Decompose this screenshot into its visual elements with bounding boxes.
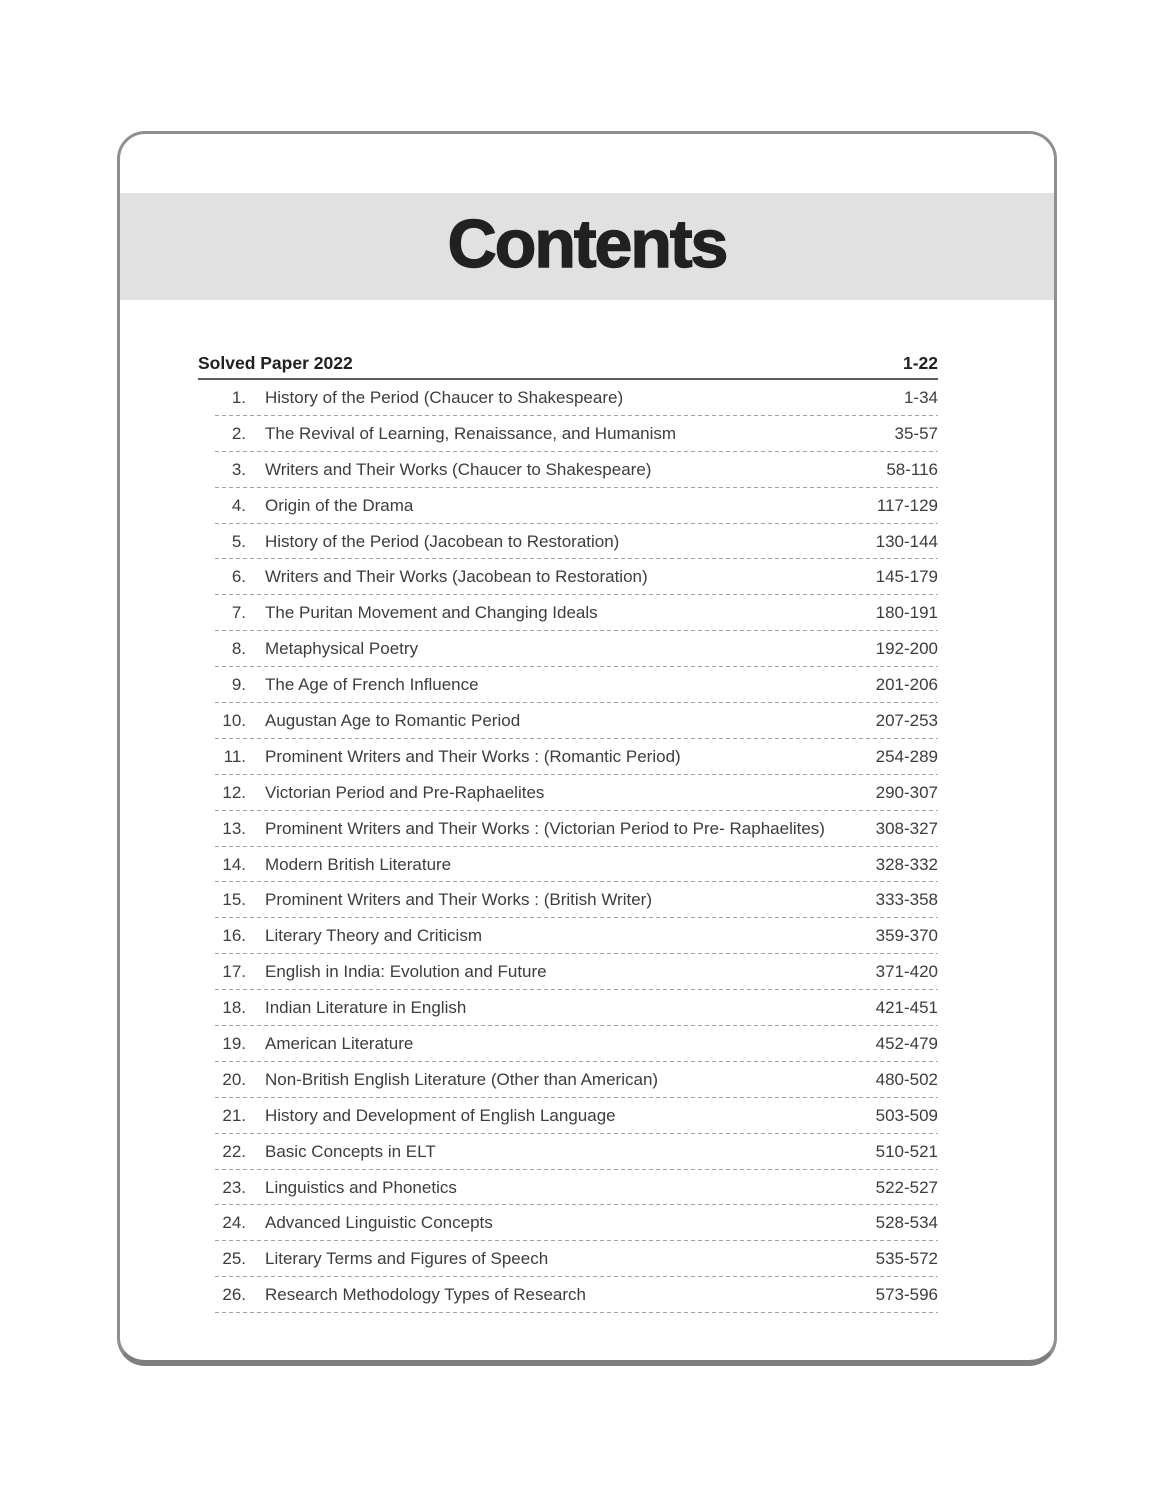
toc-item-pages: 117-129 — [876, 495, 938, 515]
toc-item-title: Augustan Age to Romantic Period — [265, 710, 521, 730]
toc-item-pages: 192-200 — [875, 639, 938, 659]
toc-item-title: Metaphysical Poetry — [265, 639, 419, 659]
toc-item-title: Prominent Writers and Their Works : (British Writer) — [265, 890, 652, 910]
toc-item-pages: 528-534 — [875, 1213, 938, 1233]
toc-item-pages: 573-596 — [875, 1285, 938, 1305]
toc-row — [198, 847, 938, 883]
toc-row — [198, 954, 938, 990]
toc-item-number: 20. — [222, 1069, 246, 1089]
toc-item-title: Writers and Their Works (Chaucer to Shakespeare) — [265, 459, 652, 479]
toc-item-pages: 130-144 — [875, 531, 938, 551]
toc-row — [198, 488, 938, 524]
toc-item-number: 21. — [222, 1105, 246, 1125]
toc-item-number: 5. — [231, 531, 246, 551]
toc-item-pages: 522-527 — [875, 1177, 938, 1197]
toc-item-number: 12. — [222, 782, 246, 802]
toc-item-title: Basic Concepts in ELT — [265, 1141, 436, 1161]
toc-item-pages: 333-358 — [875, 890, 938, 910]
toc-item-number: 18. — [222, 998, 246, 1018]
toc-item-number: 22. — [222, 1141, 246, 1161]
toc-item-title: The Age of French Influence — [265, 675, 479, 695]
toc-item-number: 16. — [222, 926, 246, 946]
toc-row — [198, 1026, 938, 1062]
toc-item-title: Modern British Literature — [265, 854, 452, 874]
toc-item-pages: 371-420 — [875, 962, 938, 982]
toc-item-title: History of the Period (Chaucer to Shakespeare) — [265, 387, 624, 407]
toc-row — [198, 811, 938, 847]
toc-item-pages: 452-479 — [875, 1033, 938, 1053]
toc-item-title: Prominent Writers and Their Works : (Romantic Period) — [265, 746, 681, 766]
toc-item-number: 8. — [231, 639, 246, 659]
toc-item-pages: 421-451 — [875, 998, 938, 1018]
toc-row — [198, 882, 938, 918]
toc-header-row — [198, 347, 938, 380]
toc-row — [198, 1170, 938, 1206]
toc-row — [198, 595, 938, 631]
toc-item-title: History of the Period (Jacobean to Restoration) — [265, 531, 620, 551]
toc-item-number: 2. — [231, 423, 246, 443]
toc-item-pages: 503-509 — [875, 1105, 938, 1125]
toc-item-number: 4. — [231, 495, 246, 515]
toc-item-title: Origin of the Drama — [265, 495, 414, 515]
title-band — [120, 193, 1054, 300]
toc-item-number: 11. — [223, 746, 246, 766]
contents-card — [117, 131, 1057, 1366]
toc-row — [198, 703, 938, 739]
toc-item-number: 9. — [231, 675, 246, 695]
page-title: Contents — [447, 205, 727, 282]
toc-item-title: Victorian Period and Pre-Raphaelites — [265, 782, 545, 802]
toc-row — [198, 631, 938, 667]
toc-row — [198, 416, 938, 452]
toc-item-title: Non-British English Literature (Other than American) — [265, 1069, 659, 1089]
toc-item-number: 24. — [222, 1213, 246, 1233]
toc-item-number: 3. — [231, 459, 246, 479]
toc-item-pages: 180-191 — [875, 603, 938, 623]
toc-item-pages: 308-327 — [875, 818, 938, 838]
toc-item-number: 23. — [222, 1177, 246, 1197]
toc-row — [198, 1277, 938, 1313]
toc-item-title: American Literature — [265, 1033, 414, 1053]
toc-item-pages: 480-502 — [875, 1069, 938, 1089]
toc-item-number: 6. — [231, 567, 246, 587]
toc-row — [198, 739, 938, 775]
toc-row — [198, 524, 938, 560]
toc-item-number: 19. — [222, 1033, 246, 1053]
solved-paper-pages: 1-22 — [902, 353, 938, 373]
toc-item-title: The Puritan Movement and Changing Ideals — [265, 603, 598, 623]
toc-row — [198, 559, 938, 595]
toc-item-pages: 359-370 — [875, 926, 938, 946]
toc-item-pages: 35-57 — [894, 423, 938, 443]
toc-row — [198, 918, 938, 954]
solved-paper-label: Solved Paper 2022 — [198, 353, 353, 373]
toc-row — [198, 380, 938, 416]
toc-row — [198, 667, 938, 703]
toc-rows — [198, 380, 938, 1313]
toc-item-title: Literary Theory and Criticism — [265, 926, 482, 946]
toc-item-title: Indian Literature in English — [265, 998, 467, 1018]
toc-row — [198, 1098, 938, 1134]
toc-item-title: English in India: Evolution and Future — [265, 962, 547, 982]
toc-item-title: The Revival of Learning, Renaissance, and Humanism — [265, 423, 677, 443]
toc-item-title: Prominent Writers and Their Works : (Victorian Period to Pre- Raphaelites) — [265, 818, 825, 838]
toc-item-number: 10. — [222, 710, 246, 730]
dashed-separator — [215, 1312, 938, 1313]
toc-row — [198, 775, 938, 811]
toc-row — [198, 1205, 938, 1241]
toc-item-pages: 510-521 — [875, 1141, 938, 1161]
toc-row — [198, 1241, 938, 1277]
toc-item-pages: 58-116 — [886, 459, 938, 479]
toc-row — [198, 990, 938, 1026]
toc-row — [198, 1062, 938, 1098]
toc-item-pages: 145-179 — [875, 567, 938, 587]
toc-item-title: Literary Terms and Figures of Speech — [265, 1249, 549, 1269]
toc-item-pages: 201-206 — [875, 675, 938, 695]
toc-item-title: Linguistics and Phonetics — [265, 1177, 457, 1197]
toc-item-number: 15. — [222, 890, 246, 910]
toc-row — [198, 452, 938, 488]
toc-item-title: Research Methodology Types of Research — [265, 1285, 586, 1305]
toc-item-number: 13. — [222, 818, 246, 838]
toc-item-pages: 207-253 — [875, 710, 938, 730]
toc-item-title: Advanced Linguistic Concepts — [265, 1213, 493, 1233]
toc-row — [198, 1134, 938, 1170]
toc-item-pages: 290-307 — [875, 782, 938, 802]
toc-item-number: 17. — [222, 962, 246, 982]
toc-item-title: History and Development of English Language — [265, 1105, 616, 1125]
toc-item-number: 14. — [222, 854, 246, 874]
toc-item-title: Writers and Their Works (Jacobean to Restoration) — [265, 567, 648, 587]
toc-item-pages: 254-289 — [875, 746, 938, 766]
toc-item-number: 25. — [222, 1249, 246, 1269]
toc-item-number: 26. — [222, 1285, 246, 1305]
toc-item-number: 7. — [231, 603, 246, 623]
toc-item-pages: 1-34 — [903, 387, 938, 407]
toc-item-pages: 535-572 — [875, 1249, 938, 1269]
table-of-contents — [198, 347, 938, 1313]
toc-item-pages: 328-332 — [875, 854, 938, 874]
toc-item-number: 1. — [231, 387, 246, 407]
